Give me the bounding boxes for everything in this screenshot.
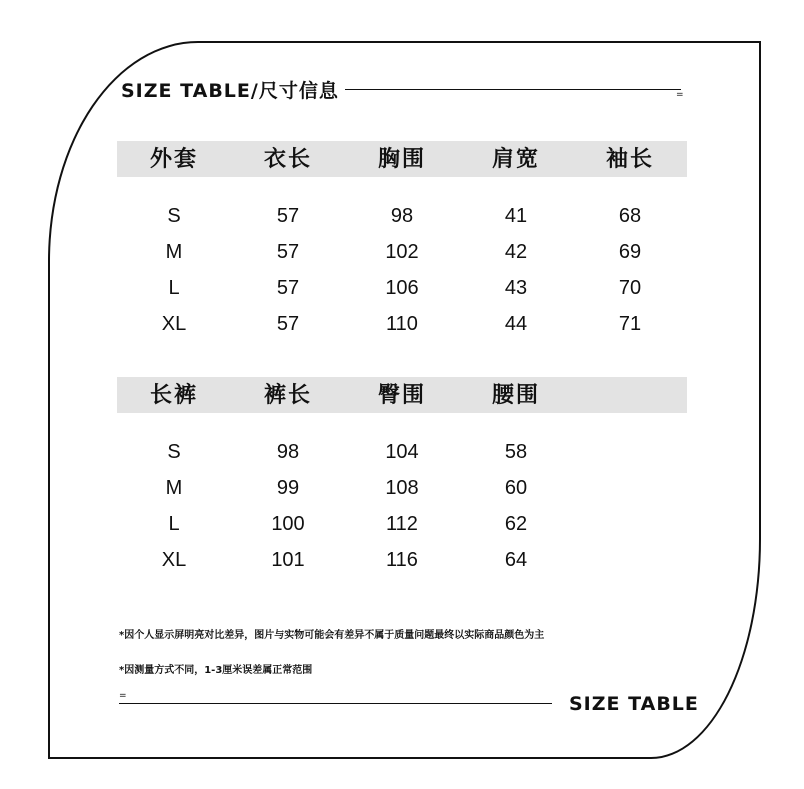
jacket-header-cell: 胸围	[377, 146, 426, 172]
pants-row	[117, 470, 687, 506]
pants-value: 62	[504, 513, 528, 535]
pants-value: 64	[504, 549, 528, 571]
pants-value: 100	[271, 513, 305, 535]
pants-header-cell: 裤长	[263, 382, 312, 408]
jacket-header-cell: 衣长	[263, 146, 312, 172]
jacket-value: 70	[618, 277, 642, 299]
top-line-mark: =	[676, 90, 684, 100]
pants-value: 108	[385, 477, 419, 499]
pants-value: 98	[276, 441, 300, 463]
jacket-header-cell: 外套	[149, 146, 198, 172]
size-label: M	[165, 241, 183, 263]
pants-table-header	[117, 377, 687, 413]
jacket-header-cell: 肩宽	[491, 146, 540, 172]
size-label: L	[168, 513, 180, 535]
jacket-value: 57	[276, 205, 300, 227]
jacket-row	[117, 198, 687, 234]
pants-row	[117, 506, 687, 542]
jacket-row	[117, 306, 687, 342]
jacket-value: 57	[276, 277, 300, 299]
title-divider-top	[345, 89, 681, 90]
jacket-value: 57	[276, 313, 300, 335]
note-measurement-tolerance: *因测量方式不同，1-3厘米误差属正常范围	[119, 665, 313, 676]
jacket-value: 69	[618, 241, 642, 263]
jacket-value: 42	[504, 241, 528, 263]
jacket-header-cell: 袖长	[605, 146, 654, 172]
page-title: SIZE TABLE/尺寸信息	[121, 80, 339, 102]
size-label: M	[165, 477, 183, 499]
size-label: S	[167, 205, 181, 227]
jacket-row	[117, 234, 687, 270]
pants-row	[117, 542, 687, 578]
jacket-value: 71	[618, 313, 642, 335]
pants-value: 58	[504, 441, 528, 463]
jacket-value: 44	[504, 313, 528, 335]
pants-header-cell: 腰围	[491, 382, 540, 408]
pants-row	[117, 434, 687, 470]
jacket-row	[117, 270, 687, 306]
jacket-value: 98	[390, 205, 414, 227]
size-label: XL	[161, 313, 187, 335]
jacket-value: 102	[385, 241, 419, 263]
pants-value: 116	[386, 549, 418, 571]
bottom-line-mark: =	[119, 691, 127, 701]
jacket-table-header	[117, 141, 687, 177]
jacket-value: 43	[504, 277, 528, 299]
jacket-value: 41	[504, 205, 528, 227]
pants-value: 101	[271, 549, 305, 571]
pants-header-cell: 长裤	[149, 382, 198, 408]
jacket-value: 57	[276, 241, 300, 263]
jacket-value: 68	[618, 205, 642, 227]
note-color-difference: *因个人显示屏明亮对比差异，图片与实物可能会有差异不属于质量问题最终以实际商品颜色为主	[119, 630, 545, 641]
size-label: S	[167, 441, 181, 463]
title-divider-bottom	[119, 703, 552, 704]
pants-value: 99	[276, 477, 300, 499]
footer-title: SIZE TABLE	[569, 693, 699, 715]
pants-value: 60	[504, 477, 528, 499]
size-label: XL	[161, 549, 187, 571]
pants-header-cell: 臀围	[377, 382, 426, 408]
pants-value: 104	[385, 441, 419, 463]
jacket-value: 110	[386, 313, 418, 335]
pants-value: 112	[386, 513, 418, 535]
jacket-value: 106	[385, 277, 419, 299]
size-label: L	[168, 277, 180, 299]
